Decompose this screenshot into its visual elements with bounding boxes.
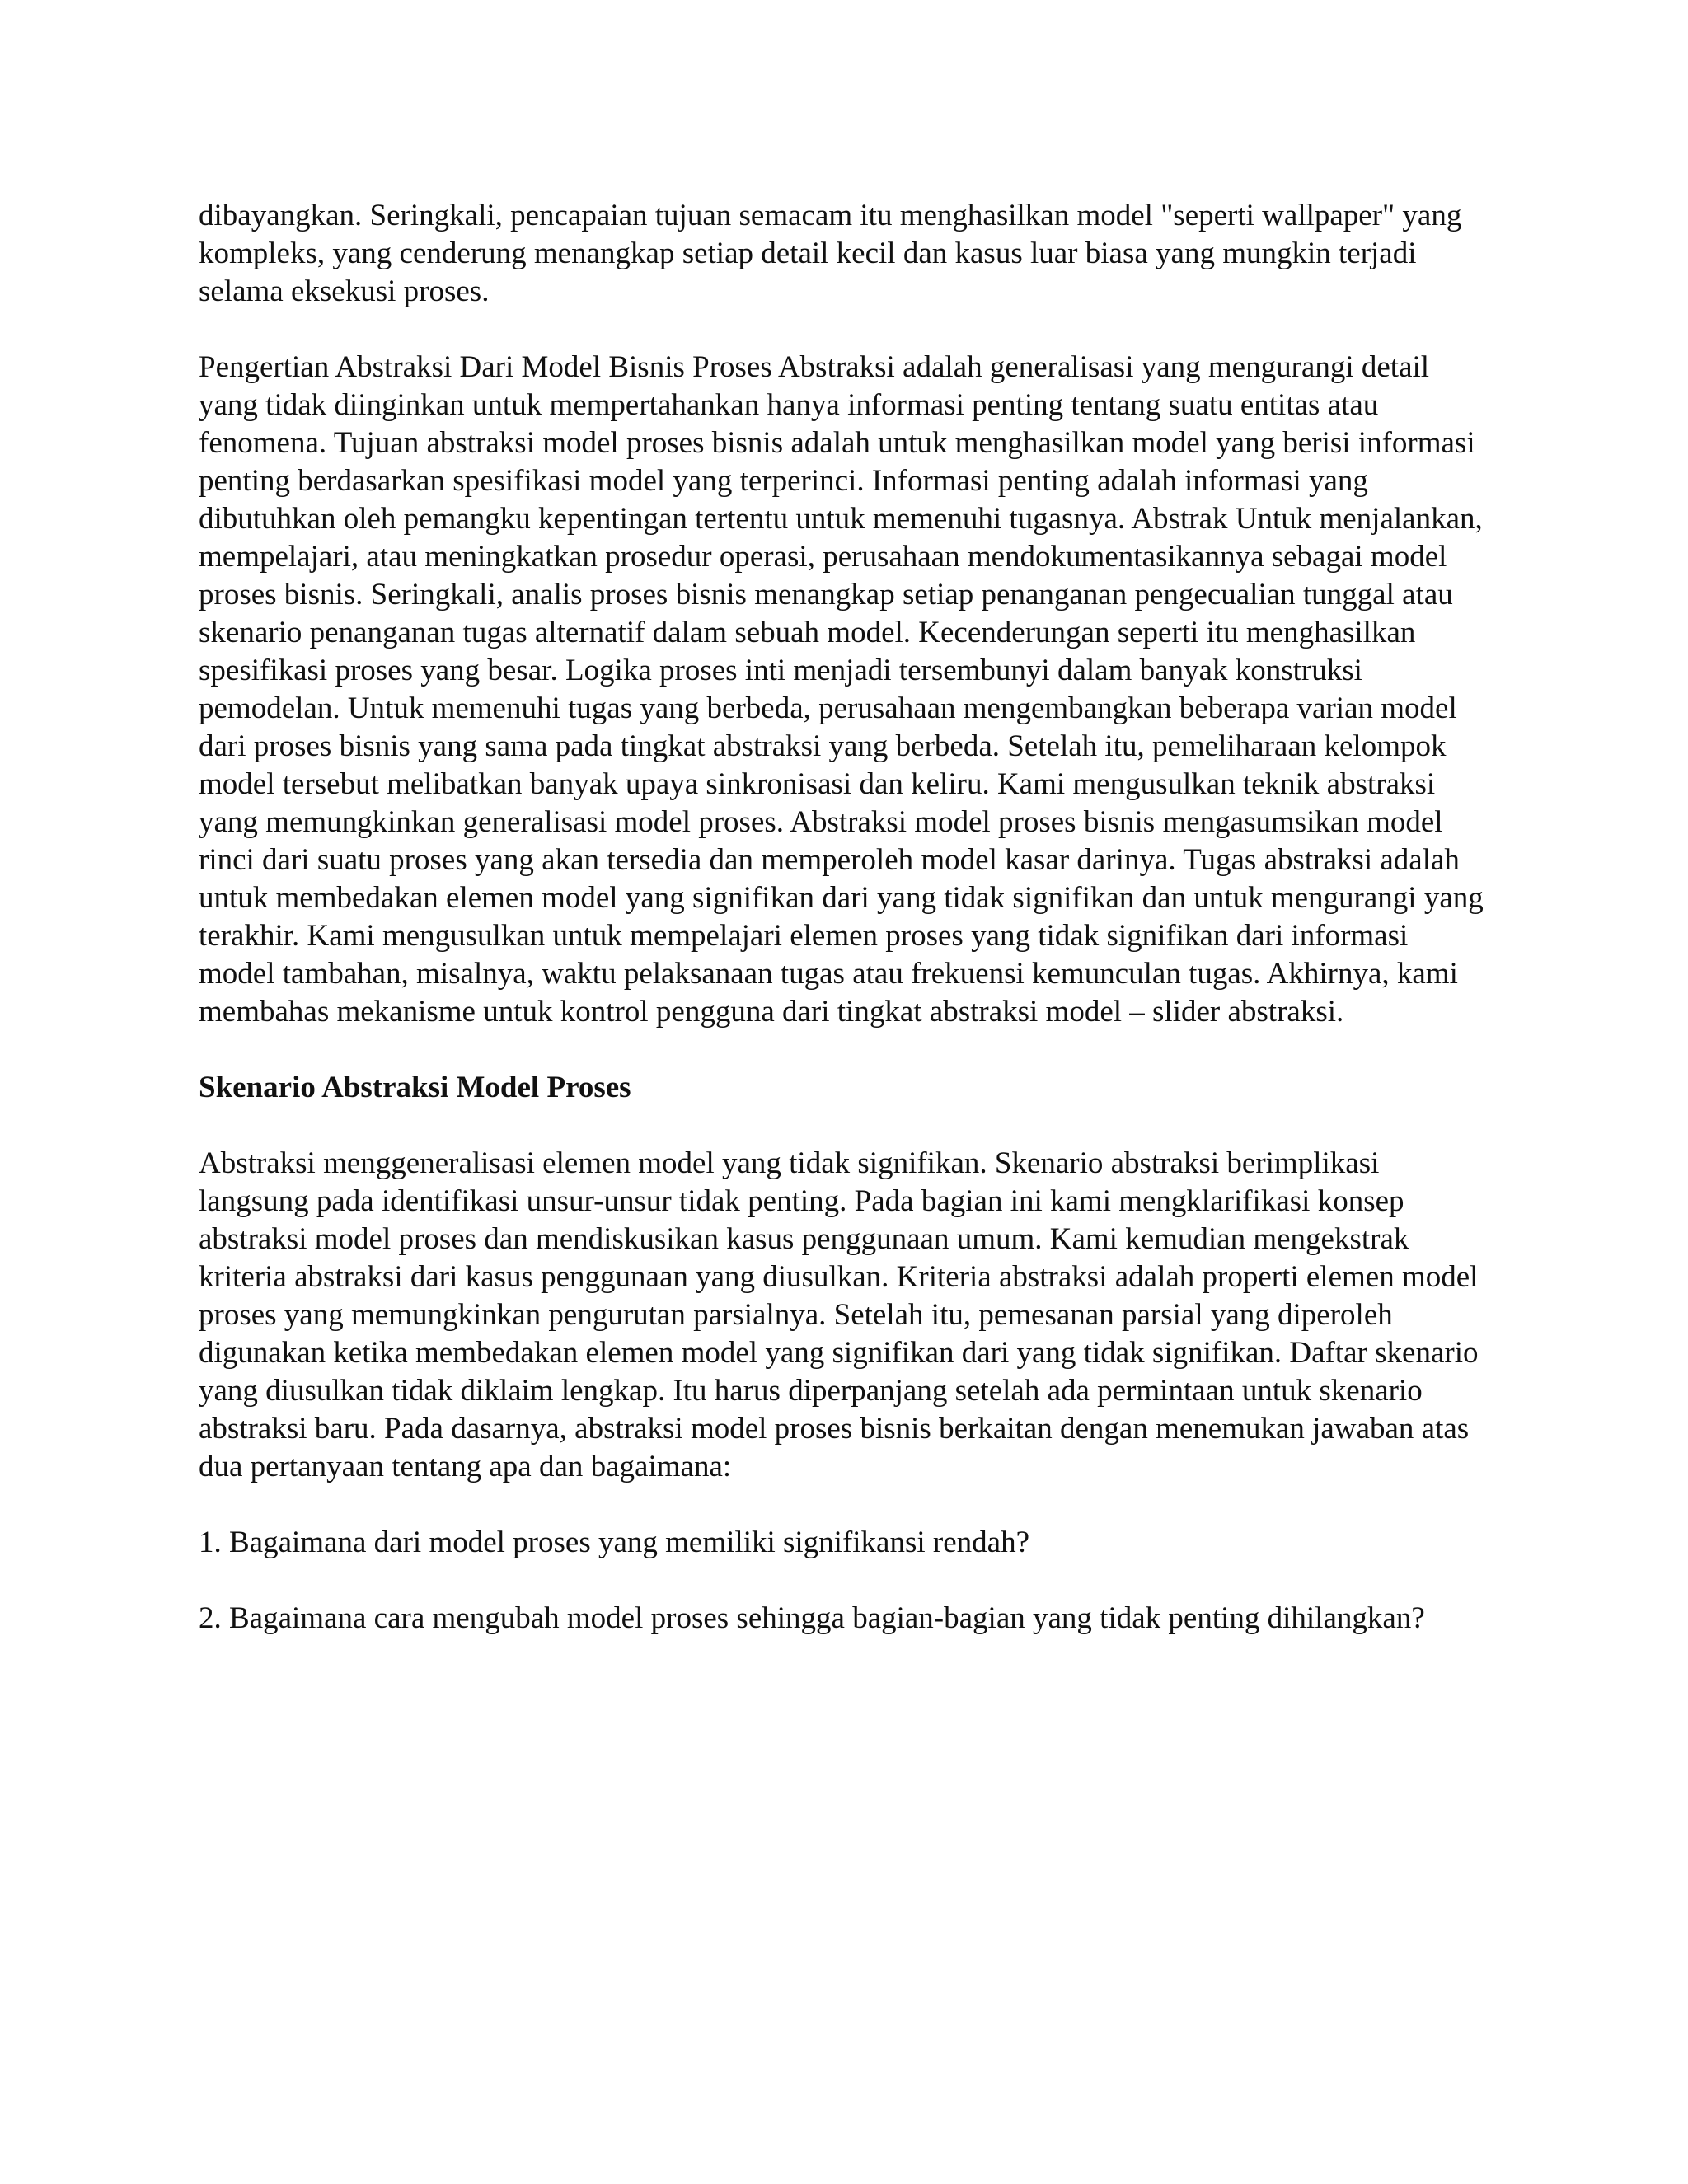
list-item-question-2: 2. Bagaimana cara mengubah model proses sehingga bagian-bagian yang tidak penting dihilangkan? xyxy=(199,1601,1425,1635)
list-item-question-1: 1. Bagaimana dari model proses yang memiliki signifikansi rendah? xyxy=(199,1526,1029,1559)
paragraph-abstraction-definition: Pengertian Abstraksi Dari Model Bisnis Proses Abstraksi adalah generalisasi yang mengurangi detail yang tidak diinginkan untuk mempertahankan hanya informasi penting tentang suatu entitas atau fenomena. Tujuan abstraksi model proses bisnis adalah untuk menghasilkan model yang berisi informasi penting berdasarkan spesifikasi model yang terperinci. Informasi penting adalah informasi yang dibutuhkan oleh pemangku kepentingan tertentu untuk memenuhi tugasnya. Abstrak Untuk menjalankan, mempelajari, atau meningkatkan prosedur operasi, perusahaan mendokumentasikannya sebagai model proses bisnis. Seringkali, analis proses bisnis menangkap setiap penanganan pengecualian tunggal atau skenario penanganan tugas alternatif dalam sebuah model. Kecenderungan seperti itu menghasilkan spesifikasi proses yang besar. Logika proses inti menjadi tersembunyi dalam banyak konstruksi pemodelan. Untuk memenuhi tugas yang berbeda, perusahaan mengembangkan beberapa varian model dari proses bisnis yang sama pada tingkat abstraksi yang berbeda. Setelah itu, pemeliharaan kelompok model tersebut melibatkan banyak upaya sinkronisasi dan keliru. Kami mengusulkan teknik abstraksi yang memungkinkan generalisasi model proses. Abstraksi model proses bisnis mengasumsikan model rinci dari suatu proses yang akan tersedia dan memperoleh model kasar darinya. Tugas abstraksi adalah untuk membedakan elemen model yang signifikan dari yang tidak signifikan dan untuk mengurangi yang terakhir. Kami mengusulkan untuk mempelajari elemen proses yang tidak signifikan dari informasi model tambahan, misalnya, waktu pelaksanaan tugas atau frekuensi kemunculan tugas. Akhirnya, kami membahas mekanisme untuk kontrol pengguna dari tingkat abstraksi model – slider abstraksi. xyxy=(199,350,1484,1029)
paragraph-scenario: Abstraksi menggeneralisasi elemen model yang tidak signifikan. Skenario abstraksi berimplikasi langsung pada identifikasi unsur-unsur tidak penting. Pada bagian ini kami mengklarifikasi konsep abstraksi model proses dan mendiskusikan kasus penggunaan umum. Kami kemudian mengekstrak kriteria abstraksi dari kasus penggunaan yang diusulkan. Kriteria abstraksi adalah properti elemen model proses yang memungkinkan pengurutan parsialnya. Setelah itu, pemesanan parsial yang diperoleh digunakan ketika membedakan elemen model yang signifikan dari yang tidak signifikan. Daftar skenario yang diusulkan tidak diklaim lengkap. Itu harus diperpanjang setelah ada permintaan untuk skenario abstraksi baru. Pada dasarnya, abstraksi model proses bisnis berkaitan dengan menemukan jawaban atas dua pertanyaan tentang apa dan bagaimana: xyxy=(199,1146,1479,1483)
document-page xyxy=(199,197,1484,1675)
section-heading: Skenario Abstraksi Model Proses xyxy=(199,1071,631,1104)
paragraph-intro: dibayangkan. Seringkali, pencapaian tujuan semacam itu menghasilkan model "seperti wallpaper" yang kompleks, yang cenderung menangkap setiap detail kecil dan kasus luar biasa yang mungkin terjadi selama eksekusi proses. xyxy=(199,199,1462,308)
